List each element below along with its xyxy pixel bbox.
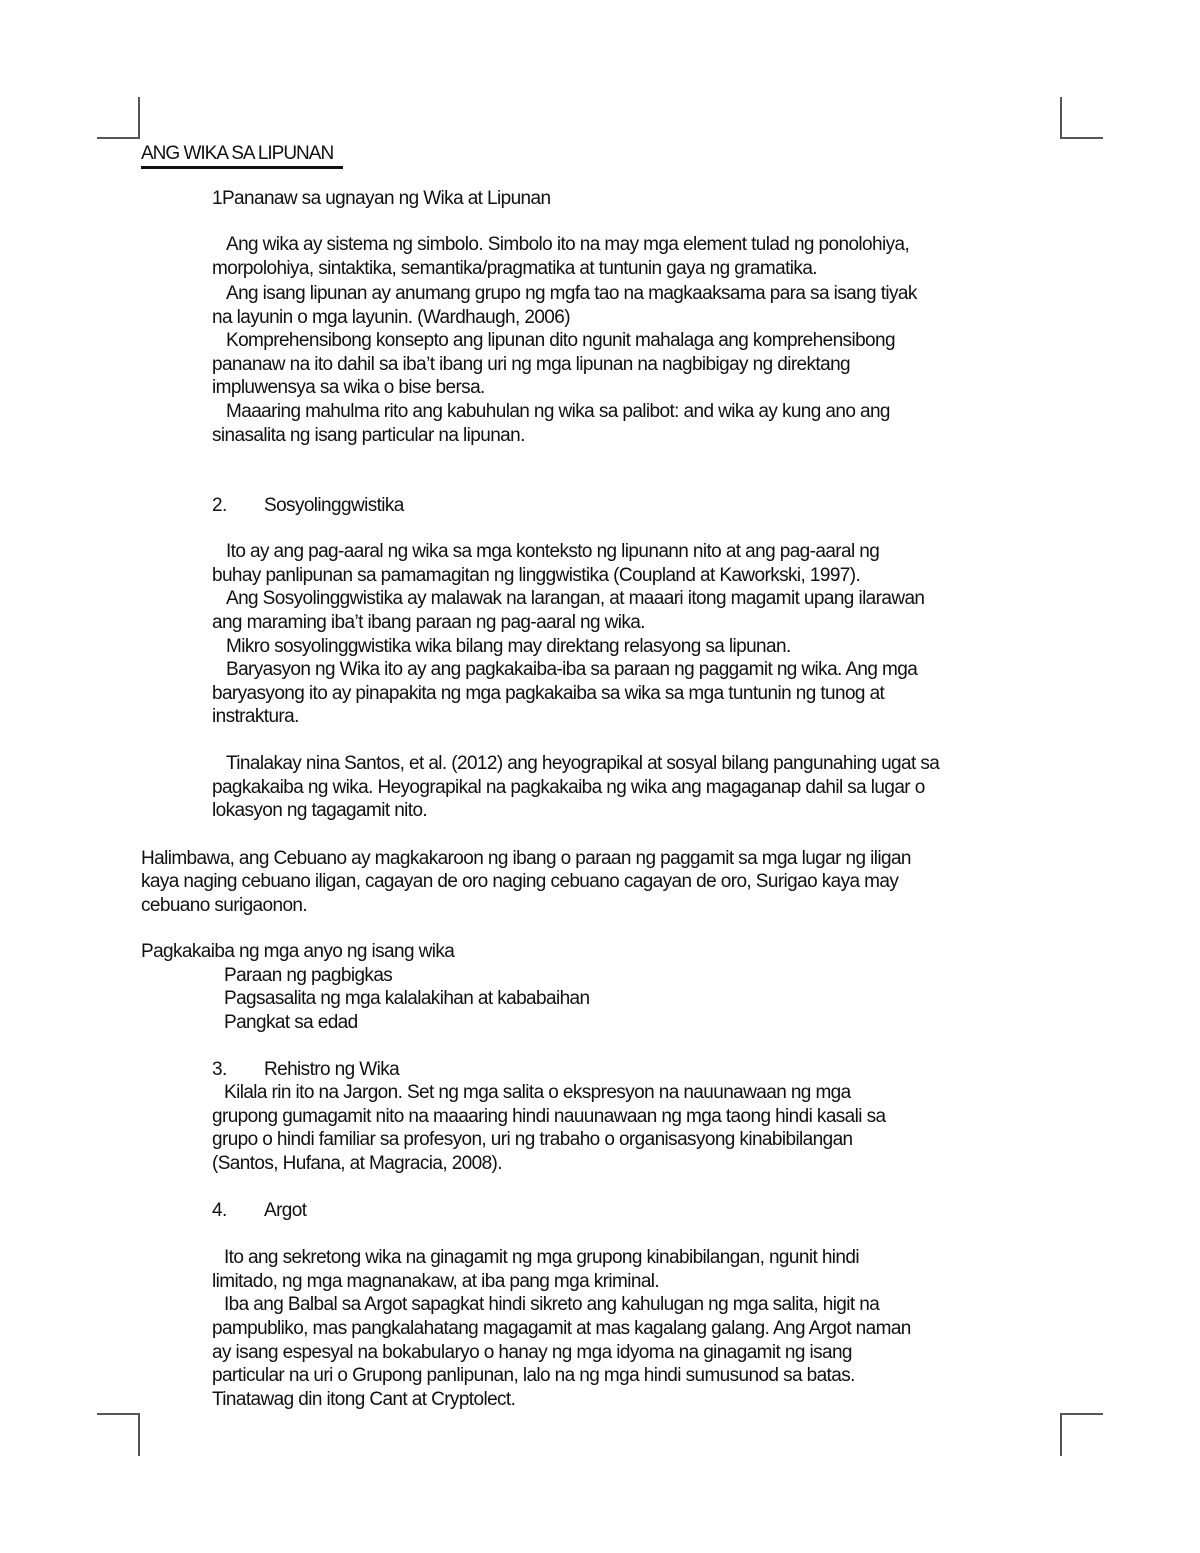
section-2-line: Mikro sosyolinggwistika wika bilang may direktang relasyong sa lipunan.: [226, 636, 791, 657]
section-3-title: [212, 1058, 399, 1082]
section-3-line: (Santos, Hufana, at Magracia, 2008).: [212, 1153, 502, 1174]
crop-mark-top-right: [1060, 97, 1062, 139]
crop-mark-bottom-left: [97, 1413, 140, 1415]
section-3-line: grupo o hindi familiar sa profesyon, uri ng trabaho o organisasyong kinabibilangan: [212, 1129, 853, 1150]
variation-list-item: Pagsasalita ng mga kalalakihan at kababaihan: [224, 988, 590, 1009]
section-4-line: limitado, ng mga magnanakaw, at iba pang mga kriminal.: [212, 1271, 660, 1292]
section-2-line: instraktura.: [212, 706, 299, 727]
section-1-line: Maaaring mahulma rito ang kabuhulan ng wika sa palibot: and wika ay kung ano ang: [226, 401, 890, 422]
section-3-number: 3.: [212, 1059, 227, 1080]
section-4-title: [212, 1199, 306, 1223]
section-3-line: Kilala rin ito na Jargon. Set ng mga salita o ekspresyon na nauunawaan ng mga: [224, 1082, 851, 1103]
section-4-line: Iba ang Balbal sa Argot sapagkat hindi sikreto ang kahulugan ng mga salita, higit na: [224, 1294, 880, 1315]
example-line: kaya naging cebuano iligan, cagayan de oro naging cebuano cagayan de oro, Surigao kaya may: [141, 871, 899, 892]
variation-list-item: Paraan ng pagbigkas: [224, 965, 393, 986]
example-line: Halimbawa, ang Cebuano ay magkakaroon ng ibang o paraan ng paggamit sa mga lugar ng iligan: [141, 848, 911, 869]
section-4-line: particular na uri o Grupong panlipunan, lalo na ng mga hindi sumusunod sa batas.: [212, 1365, 855, 1386]
section-3-title-text: Rehistro ng Wika: [264, 1059, 400, 1080]
crop-mark-top-left: [97, 137, 140, 139]
section-2-line: baryasyong ito ay pinapakita ng mga pagkakaiba sa wika sa mga tuntunin ng tunog at: [212, 683, 885, 704]
section-1-line: impluwensya sa wika o bise bersa.: [212, 377, 485, 398]
section-1-title: 1Pananaw sa ugnayan ng Wika at Lipunan: [212, 188, 551, 209]
section-1-line: Ang isang lipunan ay anumang grupo ng mgfa tao na magkaaksama para sa isang tiyak: [226, 283, 917, 304]
section-4-number: 4.: [212, 1200, 227, 1221]
section-2b-line: Tinalakay nina Santos, et al. (2012) ang heyograpikal at sosyal bilang pangunahing ugat sa: [226, 753, 940, 774]
section-2-number: 2.: [212, 495, 227, 516]
section-1-line: na layunin o mga layunin. (Wardhaugh, 2006): [212, 307, 570, 328]
section-2-line: buhay panlipunan sa pamamagitan ng linggwistika (Coupland at Kaworkski, 1997).: [212, 565, 861, 586]
section-4-line: Ito ang sekretong wika na ginagamit ng mga grupong kinabibilangan, ngunit hindi: [224, 1247, 859, 1268]
section-4-line: pampubliko, mas pangkalahatang magagamit at mas kagalang galang. Ang Argot naman: [212, 1318, 911, 1339]
variation-list-title: Pagkakaiba ng mga anyo ng isang wika: [141, 941, 455, 962]
section-2-line: Ito ay ang pag-aaral ng wika sa mga konteksto ng lipunann nito at ang pag-aaral ng: [226, 541, 880, 562]
crop-mark-bottom-left: [138, 1413, 140, 1456]
crop-mark-bottom-right: [1060, 1413, 1103, 1415]
section-2b-line: lokasyon ng tagagamit nito.: [212, 800, 428, 821]
variation-list-item: Pangkat sa edad: [224, 1012, 358, 1033]
section-2-line: ang maraming iba’t ibang paraan ng pag-aaral ng wika.: [212, 612, 645, 633]
section-4-line: Tinatawag din itong Cant at Cryptolect.: [212, 1389, 516, 1410]
section-2-title: [212, 494, 404, 518]
section-3-line: grupong gumagamit nito na maaaring hindi nauunawaan ng mga taong hindi kasali sa: [212, 1106, 886, 1127]
section-1-line: Komprehensibong konsepto ang lipunan dito ngunit mahalaga ang komprehensibong: [226, 330, 895, 351]
section-1-line: sinasalita ng isang particular na lipunan.: [212, 425, 525, 446]
example-line: cebuano surigaonon.: [141, 895, 308, 916]
section-2-line: Ang Sosyolinggwistika ay malawak na larangan, at maaari itong magamit upang ilarawan: [226, 588, 925, 609]
section-4-title-text: Argot: [264, 1200, 307, 1221]
section-2-line: Baryasyon ng Wika ito ay ang pagkakaiba-iba sa paraan ng paggamit ng wika. Ang mga: [226, 659, 918, 680]
heading-underline: [141, 166, 343, 169]
crop-mark-top-left: [138, 97, 140, 139]
document-heading: ANG WIKA SA LIPUNAN: [141, 143, 334, 164]
section-1-line: pananaw na ito dahil sa iba’t ibang uri ng mga lipunan na nagbibigay ng direktang: [212, 354, 851, 375]
section-1-line: morpolohiya, sintaktika, semantika/pragmatika at tuntunin gaya ng gramatika.: [212, 258, 817, 279]
section-4-line: ay isang espesyal na bokabularyo o hanay ng mga idyoma na ginagamit ng isang: [212, 1342, 852, 1363]
section-2b-line: pagkakaiba ng wika. Heyograpikal na pagkakaiba ng wika ang magaganap dahil sa lugar o: [212, 777, 925, 798]
crop-mark-top-right: [1060, 137, 1103, 139]
crop-mark-bottom-right: [1060, 1413, 1062, 1456]
section-2-title-text: Sosyolinggwistika: [264, 495, 404, 516]
section-1-line: Ang wika ay sistema ng simbolo. Simbolo ito na may mga element tulad ng ponolohiya,: [226, 234, 910, 255]
